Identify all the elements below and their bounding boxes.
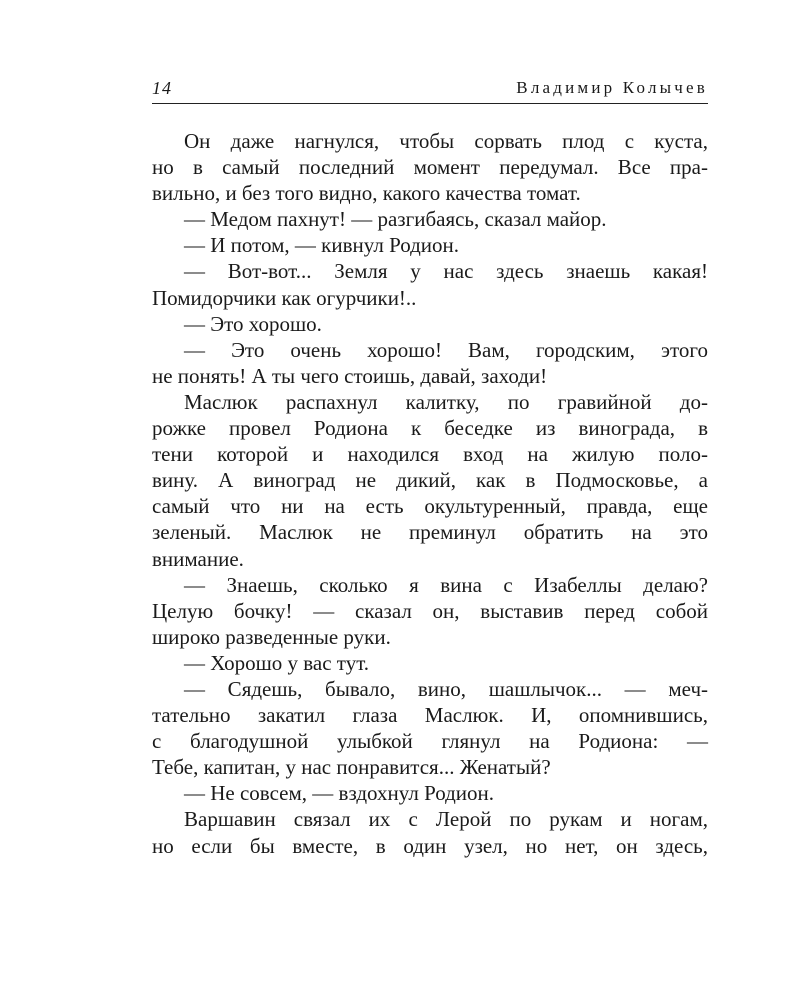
text-line: — Вот-вот... Земля у нас здесь знаешь какая! [184, 259, 708, 284]
text-line: самый что ни на есть окультуренный, правда, еще [152, 494, 708, 519]
text-line: — Сядешь, бывало, вино, шашлычок... — меч- [184, 676, 708, 701]
text-line: Он даже нагнулся, чтобы сорвать плод с куста, [184, 129, 708, 153]
running-head-author: Владимир Колычев [516, 78, 708, 97]
text-line: Помидорчики как огурчики!.. [152, 285, 417, 310]
text-line: — Это очень хорошо! Вам, городским, этого [184, 337, 708, 362]
text-line: тательно закатил глаза Маслюк. И, опомнившись, [152, 703, 708, 728]
text-line: — Медом пахнут! — разгибаясь, сказал майор. [184, 207, 607, 232]
text-line: вину. А виноград не дикий, как в Подмосковье, а [152, 468, 708, 493]
text-line: с благодушной улыбкой глянул на Родиона: — [152, 729, 708, 754]
text-line: не понять! А ты чего стоишь, давай, заходи! [152, 363, 548, 388]
page-number: 14 [152, 78, 172, 98]
text-line: тени которой и находился вход на жилую поло- [152, 442, 708, 467]
text-line: — И потом, — кивнул Родион. [184, 233, 460, 258]
body-text [152, 128, 708, 859]
text-line: но если бы вместе, в один узел, но нет, он здесь, [152, 833, 708, 858]
text-line: широко разведенные руки. [152, 624, 391, 649]
text-line: — Знаешь, сколько я вина с Изабеллы делаю? [184, 572, 708, 597]
text-line: вильно, и без того видно, какого качества томат. [152, 181, 581, 206]
text-line: — Не совсем, — вздохнул Родион. [184, 781, 495, 806]
text-line: но в самый последний момент передумал. Все пра- [152, 155, 708, 180]
text-line: внимание. [152, 546, 244, 571]
text-line: — Это хорошо. [184, 311, 322, 336]
text-line: Маслюк распахнул калитку, по гравийной до- [184, 389, 708, 414]
text-line: рожке провел Родиона к беседке из винограда, в [152, 416, 708, 441]
text-line: Тебе, капитан, у нас понравится... Женатый? [152, 755, 551, 780]
text-line: Варшавин связал их с Лерой по рукам и ногам, [184, 807, 708, 832]
text-line: Целую бочку! — сказал он, выставив перед собой [152, 598, 708, 623]
running-header [152, 78, 708, 104]
header-rule [152, 103, 708, 104]
text-line: — Хорошо у вас тут. [184, 650, 370, 675]
text-line: зеленый. Маслюк не преминул обратить на это [152, 520, 708, 545]
